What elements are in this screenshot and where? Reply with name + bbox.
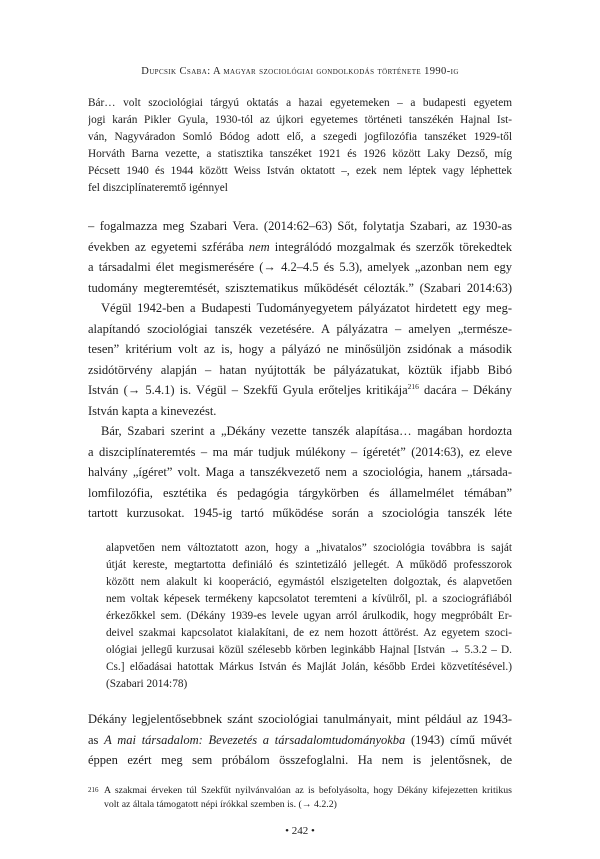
body-line: István kapta a kinevezést. — [88, 403, 217, 418]
footnote-reference: 216 — [407, 382, 419, 391]
italic-run: nem — [248, 239, 270, 254]
text-run: as — [88, 732, 105, 747]
paragraph-3 — [88, 421, 512, 524]
block-quote-2 — [106, 540, 512, 693]
running-header: Dupcsik Csaba: A magyar szociológiai gondolkodás története 1990-ig — [141, 66, 459, 77]
footnote-text — [104, 784, 512, 812]
body-line: – fogalmazza meg Szabari Vera. (2014:62–63) Sőt, folytatja Szabari, az 1930-as — [88, 219, 512, 233]
quote-line: ván, Nagyváradon Somló Bódog adott elő, a szegedi jogfilozófia tanszéket 1929-től — [88, 131, 512, 143]
body-line: lomfilozófia, esztétika és pedagógia tárgykörben és államelmélet témában” — [88, 485, 512, 500]
quote-line: között nem alakult ki kooperáció, egymástól elszigetelten dolgoztak, és alapvetően — [106, 576, 512, 588]
text-run: (1943) című művét — [405, 732, 512, 747]
quote-line: érkezőkkel sem. (Dékány 1939-es levele ugyan arról árulkodik, hogy megpróbált Er- — [106, 610, 512, 622]
quote-line: útját kereste, megtartotta definiáló és szintetizáló jellegét. A működő professzorok — [106, 559, 512, 571]
text-run: években az egyetemi szférába — [88, 239, 249, 254]
quote-line: jogi karán Pikler Gyula, 1930-tól az újkori egyetemes történeti tanszékén Hajnal Ist- — [88, 114, 512, 126]
italic-run: A mai társadalom: Bevezetés a társadalomtudományokba — [104, 732, 406, 747]
block-quote-1 — [88, 95, 512, 197]
body-line: alapítandó szociológiai tanszék vezetésére. A pályázatra – amelyen „természe- — [88, 321, 512, 336]
body-line: a társadalmi élet megismerésére (→ 4.2–4.5 és 5.3), amelyek „azonban nem egy — [88, 260, 512, 274]
quote-line: Bár… volt szociológiai tárgyú oktatás a hazai egyetemeken – a budapesti egyetem — [88, 97, 512, 109]
quote-line: nem voltak képesek termékeny kapcsolatot teremteni a kívülről, pl. a szociográfiából — [106, 593, 512, 605]
page-number: • 242 • — [285, 825, 315, 837]
footnote — [88, 784, 512, 812]
body-line: a diszciplínateremtés – ma már tudjuk múlékony – ígéretét” (2014:63), ez eleve — [88, 444, 512, 459]
body-line: Bár, Szabari szerint a „Dékány vezette tanszék alapítása… magában hordozta — [101, 424, 512, 438]
text-run: dacára – Dékány — [418, 383, 512, 397]
body-line — [88, 237, 512, 258]
quote-line: (Szabari 2014:78) — [106, 678, 188, 690]
footnote-marker: 216 — [88, 786, 99, 794]
paragraph-1 — [88, 216, 512, 298]
footnote-line: A szakmai érveken túl Szekfűt nyilvánvalóan az is befolyásolta, hogy Dékány kifejezetten kritikus — [104, 785, 512, 796]
quote-line: Pécsett 1940 és 1944 között Weiss István oktatott –, ezek nem léptek vagy léphettek — [88, 165, 512, 177]
body-line: halvány „ígéret” volt. Maga a tanszékvezető nem a szociológia, hanem „társada- — [88, 465, 512, 479]
footnote-line: volt az általa támogatott népi írókkal szemben is. (→ 4.2.2) — [104, 799, 337, 810]
body-line — [88, 380, 512, 401]
body-line: Végül 1942-ben a Budapesti Tudományegyetem pályázatot hirdetett egy meg- — [101, 301, 512, 315]
quote-line: deivel szakmai kapcsolatot kialakítani, de ez nem hozott áttörést. Az egyetem szoci- — [106, 627, 512, 639]
paragraph-2 — [88, 298, 512, 421]
body-line: tudomány megteremtését, szisztematikus működését célozták.” (Szabari 2014:63) — [88, 280, 512, 295]
body-line — [88, 730, 512, 751]
body-line: tesen” kritérium volt az is, hogy a pályázó ne minősüljön zsidónak a második — [88, 342, 512, 356]
quote-line: ológiai jellegű kurzusai közül szélesebb körben leginkább Hajnal [István → 5.3.2 – D. — [106, 644, 512, 656]
quote-line: Cs.] előadásai hatottak Márkus István és Majlát Jolán, később Erdei közvetítésével.) — [106, 661, 512, 673]
text-run: integrálódó mozgalmak és szerzők törekedtek — [269, 239, 512, 254]
quote-line: Horváth Barna vezette, a statisztika tanszéket 1921 és 1926 között Laky Dezső, míg — [88, 148, 512, 160]
body-line: zsidótörvény alapján – hatan nyújtották be pályázatukat, köztük ifjabb Bibó — [88, 362, 512, 377]
body-line: éppen ezért meg sem próbálom összefoglalni. Ha nem is jelentősnek, de — [88, 753, 512, 767]
body-line: tartott kurzusokat. 1945-ig tartó működése során a szociológia tanszék léte — [88, 506, 512, 520]
quote-line: fel diszciplínateremtő igénnyel — [88, 182, 228, 194]
text-run: István (→ 5.4.1) is. Végül – Szekfű Gyula erőteljes kritikája — [88, 383, 408, 397]
quote-line: alapvetően nem változtatott azon, hogy a „hivatalos” szociológia továbbra is saját — [106, 542, 512, 554]
body-line: Dékány legjelentősebbnek szánt szociológiai tanulmányait, mint például az 1943- — [88, 712, 512, 726]
paragraph-4 — [88, 709, 512, 771]
